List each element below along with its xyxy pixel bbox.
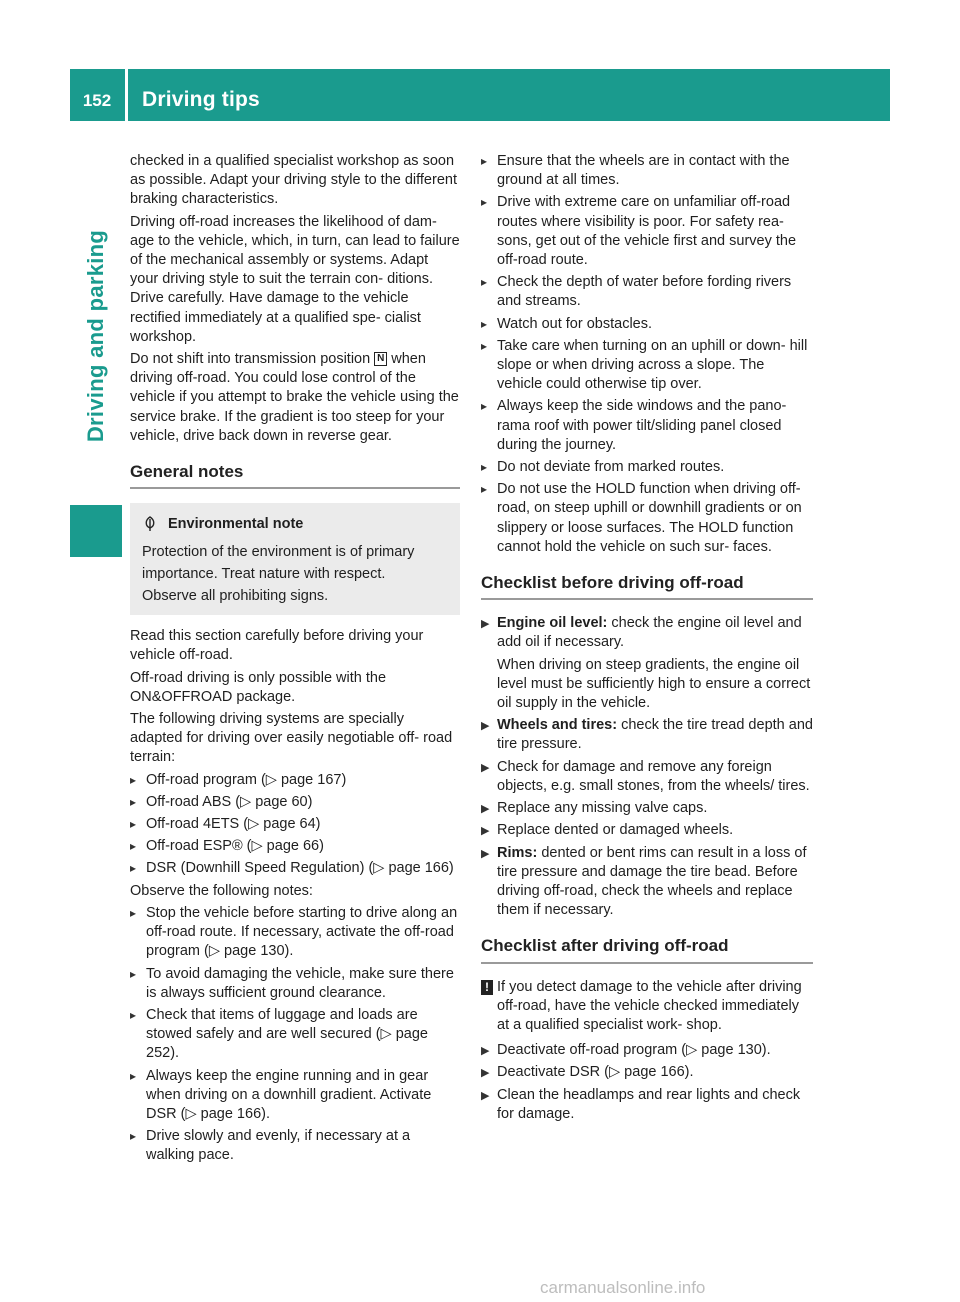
neutral-position-symbol: N bbox=[374, 352, 387, 366]
note-item: ▸ Drive slowly and evenly, if necessary at a walking pace. bbox=[130, 1127, 460, 1165]
environmental-note-box bbox=[130, 503, 460, 615]
environmental-note-line-1: Protection of the environment is of primary importance. Treat nature with respect. bbox=[142, 544, 415, 583]
page-title: Driving tips bbox=[142, 88, 260, 111]
engine-oil-text: check the engine oil level and add oil if necessary. bbox=[497, 615, 802, 651]
offroad-tip-item: ▸ Do not deviate from marked routes. bbox=[481, 458, 813, 477]
system-item: ▸ Off-road program (▷ page 167) bbox=[130, 771, 460, 790]
offroad-tip-item: ▸ Watch out for obstacles. bbox=[481, 315, 813, 334]
checklist-before-heading: Checklist before driving off-road bbox=[481, 573, 813, 600]
read-paragraph-3: The following driving systems are specially adapted for driving over easily negotiable off- road terrain: bbox=[130, 711, 453, 766]
environmental-note-line-2: Observe all prohibiting signs. bbox=[142, 588, 329, 605]
read-paragraph-1: Read this section carefully before driving your vehicle off-road. bbox=[130, 628, 424, 664]
rims-text: dented or bent rims can result in a loss of tire pressure and damage the tire bead. Before driving off-road, check the wheels and replace them if necessary. bbox=[497, 844, 807, 919]
offroad-tip-item: ▸ Take care when turning on an uphill or down- hill slope or when driving across a slope. The vehicle could otherwise tip over. bbox=[481, 337, 813, 395]
wheels-tires-text: check the tire tread depth and tire pressure. bbox=[497, 717, 813, 753]
checklist-after-heading: Checklist after driving off-road bbox=[481, 936, 813, 963]
note-item: ▸ Always keep the engine running and in gear when driving on a downhill gradient. Activate DSR (▷ page 166). bbox=[130, 1067, 460, 1125]
right-column bbox=[481, 152, 813, 1127]
intro-paragraph-1: checked in a qualified specialist workshop as soon as possible. Adapt your driving style to the different braking characteristics. bbox=[130, 153, 457, 208]
page-number: 152 bbox=[82, 91, 112, 110]
wheels-tires-label: Wheels and tires: bbox=[497, 717, 618, 734]
system-item: ▸ Off-road ESP® (▷ page 66) bbox=[130, 837, 460, 856]
read-paragraph-2: Off-road driving is only possible with the ON&OFFROAD package. bbox=[130, 669, 387, 705]
rims-item bbox=[481, 844, 813, 921]
observe-intro: Observe the following notes: bbox=[130, 882, 313, 899]
system-item: ▸ Off-road ABS (▷ page 60) bbox=[130, 793, 460, 812]
header-divider bbox=[125, 69, 128, 121]
intro-p3-text-b: when driving off-road. You could lose control of the vehicle if you attempt to brake the vehicle using the service brake. If the gradient is too steep for your vehicle, drive back down in reverse gear. bbox=[130, 351, 459, 444]
valve-caps-item: ▶ Replace any missing valve caps. bbox=[481, 799, 813, 818]
after-item: ▶ Deactivate DSR (▷ page 166). bbox=[481, 1063, 813, 1082]
engine-oil-label: Engine oil level: bbox=[497, 615, 608, 632]
note-item: ▸ Stop the vehicle before starting to drive along an off-road route. If necessary, activate the off-road program (▷ page 130). bbox=[130, 904, 460, 962]
page-header bbox=[70, 69, 890, 121]
offroad-tip-item: ▸ Drive with extreme care on unfamiliar off-road routes where visibility is poor. For safety rea- sons, get out of the vehicle first and survey the off-road route. bbox=[481, 193, 813, 270]
intro-p3-text-a: Do not shift into transmission position bbox=[130, 351, 371, 368]
rims-label: Rims: bbox=[497, 844, 538, 861]
offroad-tip-item: ▸ Always keep the side windows and the pano- rama roof with power tilt/sliding panel closed during the journey. bbox=[481, 397, 813, 455]
intro-paragraph-2: Driving off-road increases the likelihood of dam- age to the vehicle, which, in turn, can lead to failure of the mechanical assembly or systems. Adapt your driving style to suit the terrain con- ditions. Drive carefully. Have damage to the vehicle rectified immediately at a qualified spe- cialist workshop. bbox=[130, 213, 460, 345]
general-notes-heading: General notes bbox=[130, 462, 460, 489]
damage-check-item: ▶ Check for damage and remove any foreign objects, e.g. small stones, from the wheels/ tires. bbox=[481, 758, 813, 796]
after-item: ▶ Clean the headlamps and rear lights and check for damage. bbox=[481, 1086, 813, 1124]
engine-oil-subtext: When driving on steep gradients, the engine oil level must be sufficiently high to ensure a correct oil supply in the vehicle. bbox=[497, 656, 811, 712]
warning-icon: ! bbox=[481, 980, 493, 995]
environmental-note-header bbox=[142, 513, 448, 535]
side-tab bbox=[70, 121, 122, 1259]
offroad-tip-item: ▸ Do not use the HOLD function when driving off-road, on steep uphill or downhill gradients or on slippery or loose surfaces. The HOLD function cannot hold the vehicle on such sur- faces. bbox=[481, 480, 813, 557]
leaf-icon bbox=[142, 516, 158, 532]
side-tab-block bbox=[70, 505, 122, 557]
dented-wheels-item: ▶ Replace dented or damaged wheels. bbox=[481, 821, 813, 840]
system-item: ▸ DSR (Downhill Speed Regulation) (▷ page 166) bbox=[130, 859, 460, 878]
offroad-tip-item: ▸ Ensure that the wheels are in contact with the ground at all times. bbox=[481, 152, 813, 190]
wheels-tires-item bbox=[481, 716, 813, 754]
watermark: carmanualsonline.info bbox=[540, 1278, 706, 1297]
engine-oil-item bbox=[481, 614, 813, 652]
damage-warning-text: If you detect damage to the vehicle after driving off-road, have the vehicle checked immediately at a qualified specialist work- shop. bbox=[497, 978, 802, 1033]
intro-paragraph-3 bbox=[130, 350, 460, 446]
note-item: ▸ To avoid damaging the vehicle, make sure there is always sufficient ground clearance. bbox=[130, 965, 460, 1003]
system-item: ▸ Off-road 4ETS (▷ page 64) bbox=[130, 815, 460, 834]
damage-warning bbox=[481, 978, 813, 1036]
offroad-tip-item: ▸ Check the depth of water before fording rivers and streams. bbox=[481, 273, 813, 311]
note-item: ▸ Check that items of luggage and loads are stowed safely and are well secured (▷ page 252). bbox=[130, 1006, 460, 1064]
environmental-note-heading: Environmental note bbox=[168, 516, 304, 533]
after-item: ▶ Deactivate off-road program (▷ page 130). bbox=[481, 1041, 813, 1060]
left-column bbox=[130, 152, 460, 1169]
side-tab-label-wrap bbox=[70, 121, 122, 551]
side-tab-label: Driving and parking bbox=[83, 229, 109, 443]
